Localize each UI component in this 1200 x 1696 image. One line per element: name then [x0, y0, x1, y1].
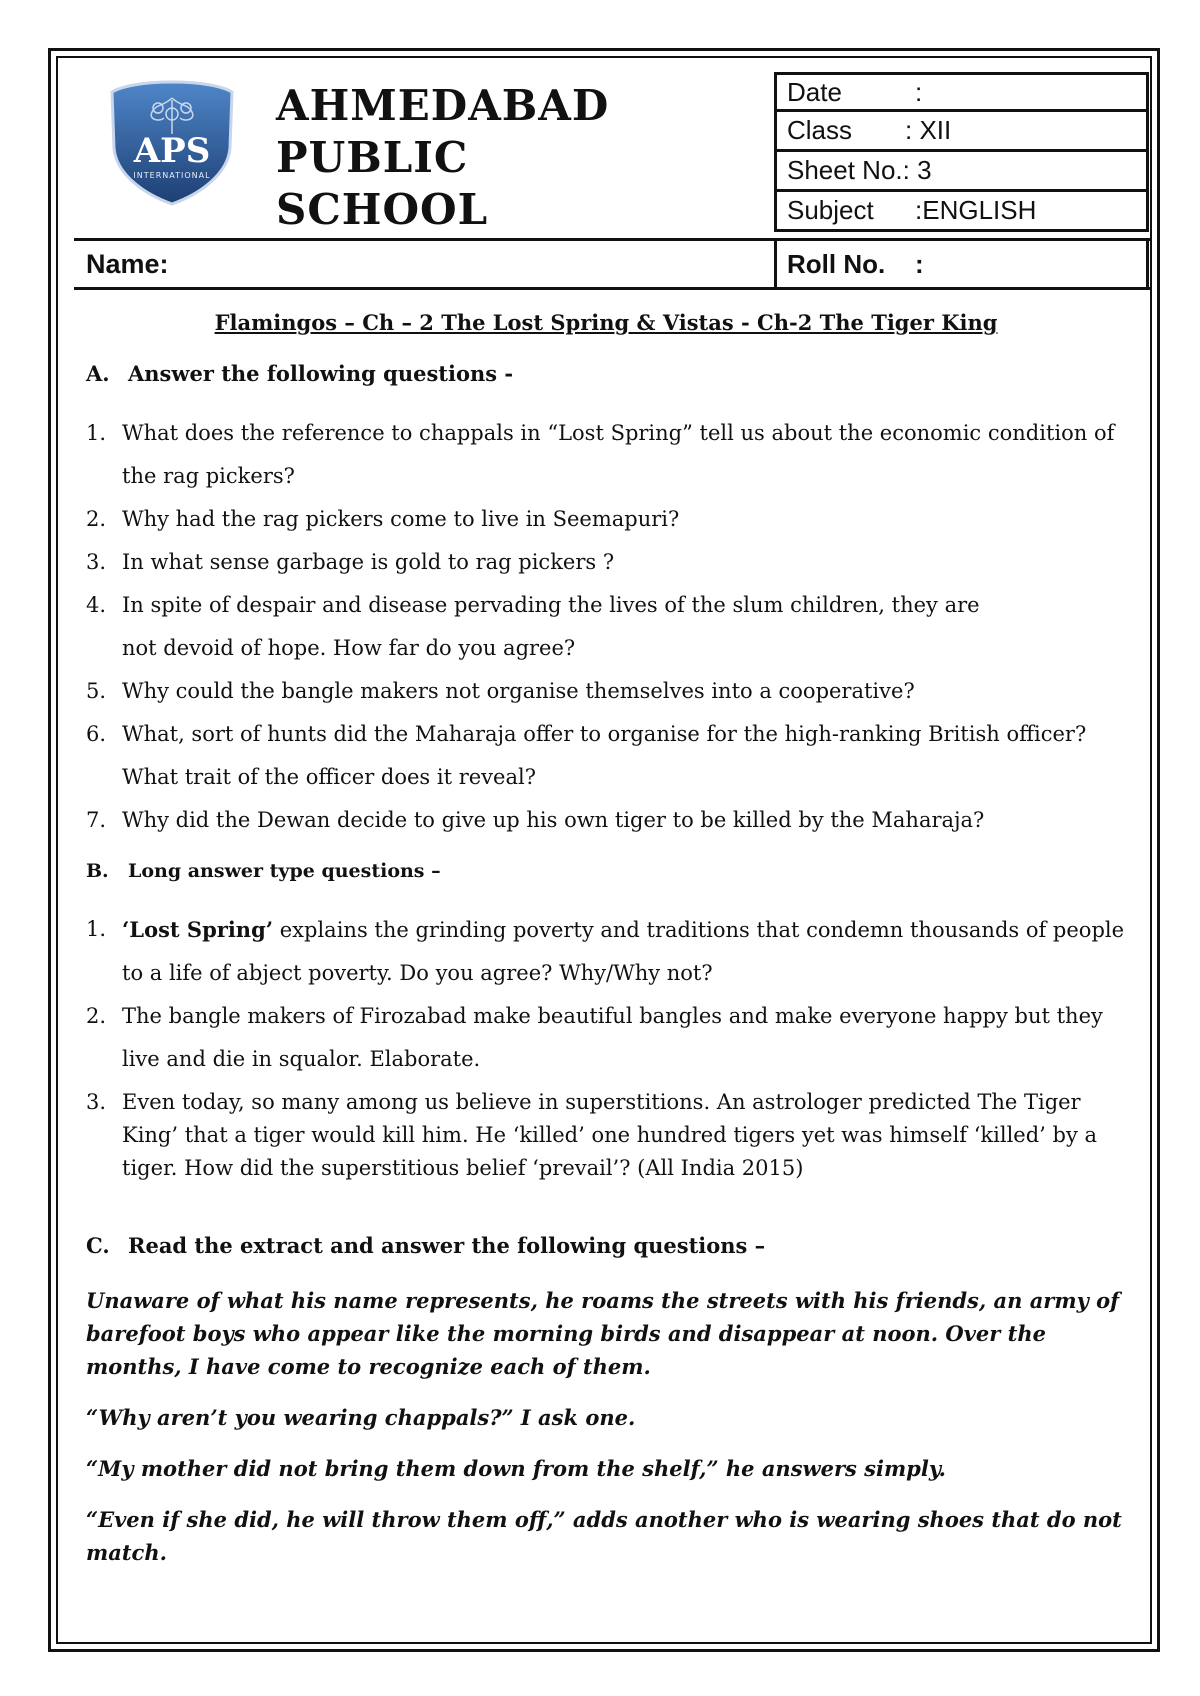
question-item: [86, 670, 1126, 713]
extract-paragraph: Unaware of what his name represents, he roams the streets with his friends, an army of barefoot boys who appear like the morning birds and disappear at noon. Over the months, I have come to recognize each of them.: [86, 1288, 1120, 1379]
class-row: [774, 112, 1149, 152]
section-c-title: Read the extract and answer the following questions –: [128, 1233, 766, 1258]
question-item: [86, 541, 1126, 584]
sheet-label: Sheet No.: [787, 155, 903, 185]
section-a-questions: [86, 412, 1126, 842]
school-name-line3: SCHOOL: [276, 185, 489, 234]
section-b-questions: [86, 908, 1126, 1185]
roll-label: Roll No.: [787, 248, 886, 279]
school-logo: [104, 78, 240, 208]
extract-paragraph: “My mother did not bring them down from the shelf,” he answers simply.: [86, 1456, 946, 1481]
roll-value: :: [915, 248, 924, 279]
question-text: The bangle makers of Firozabad make beautiful bangles and make everyone happy but they live and die in squalor. Elaborate.: [122, 1004, 1103, 1071]
worksheet-content: [86, 310, 1126, 1587]
question-emphasis: ‘Lost Spring’: [122, 917, 274, 942]
question-text: What does the reference to chappals in “Lost Spring” tell us about the economic condition of the rag pickers?: [122, 421, 1115, 488]
question-number: 1.: [86, 917, 107, 941]
section-b-heading: [86, 860, 1126, 882]
question-text-rest: explains the grinding poverty and traditions that condemn thousands of people to a life of abject poverty. Do you agree? Why/Why not?: [122, 918, 1125, 985]
class-value: : XII: [905, 115, 952, 145]
question-item: [86, 412, 1126, 498]
date-label: Date: [787, 76, 842, 107]
date-value: :: [915, 76, 923, 107]
sheet-value: : 3: [902, 155, 932, 185]
subject-label: Subject: [787, 195, 874, 225]
question-number: 6.: [86, 722, 107, 746]
extract-paragraph: “Even if she did, he will throw them off,” adds another who is wearing shoes that do not match.: [86, 1507, 1122, 1565]
extract-paragraph: “Why aren’t you wearing chappals?” I ask one.: [86, 1405, 636, 1430]
question-number: 3.: [86, 550, 107, 574]
question-number: 2.: [86, 1004, 107, 1028]
section-c-heading: [86, 1233, 1126, 1258]
question-text: Why did the Dewan decide to give up his own tiger to be killed by the Maharaja?: [122, 808, 985, 832]
section-a-title: Answer the following questions -: [128, 361, 514, 386]
name-field[interactable]: [74, 241, 774, 287]
question-number: 7.: [86, 808, 107, 832]
class-label: Class: [787, 115, 853, 145]
section-a-letter: A.: [86, 361, 110, 386]
question-item: [86, 995, 1126, 1081]
question-item: [86, 799, 1126, 842]
logo-text: APS: [133, 131, 211, 171]
name-bar: [74, 238, 1152, 290]
question-item: [86, 584, 1126, 670]
question-item: [86, 908, 1126, 995]
question-item: [86, 713, 1126, 799]
info-table: [774, 72, 1149, 232]
school-name: [276, 80, 609, 236]
school-name-line1: AHMEDABAD: [276, 81, 610, 130]
name-label: Name:: [86, 248, 169, 279]
question-text: What, sort of hunts did the Maharaja offer to organise for the high-ranking British officer? What trait of the officer does it reveal?: [122, 722, 1087, 789]
extract-passage: [86, 1284, 1126, 1569]
question-item: [86, 498, 1126, 541]
question-text: In what sense garbage is gold to rag pickers ?: [122, 550, 615, 574]
section-c-letter: C.: [86, 1233, 110, 1258]
subject-row: [774, 192, 1149, 232]
question-number: 1.: [86, 421, 107, 445]
worksheet-title: Flamingos – Ch – 2 The Lost Spring & Vistas - Ch-2 The Tiger King: [214, 310, 998, 335]
question-text: [122, 908, 1126, 995]
question-number: 3.: [86, 1090, 107, 1114]
section-a-heading: [86, 361, 1126, 386]
date-row: [774, 72, 1149, 112]
school-name-line2: PUBLIC: [276, 133, 469, 182]
question-number: 5.: [86, 679, 107, 703]
section-b-title: Long answer type questions –: [128, 860, 441, 882]
question-text: Even today, so many among us believe in superstitions. An astrologer predicted The Tiger King’ that a tiger would kill him. He ‘killed’ one hundred tigers yet was himself ‘killed’ by a tiger. How did the superstitious belief ‘prevail’? (All India 2015): [122, 1090, 1098, 1180]
question-number: 2.: [86, 507, 107, 531]
question-item: [86, 1081, 1126, 1185]
question-text: Why could the bangle makers not organise themselves into a cooperative?: [122, 679, 915, 703]
question-text: Why had the rag pickers come to live in Seemapuri?: [122, 507, 680, 531]
subject-value: :ENGLISH: [915, 195, 1037, 225]
logo-subtext: INTERNATIONAL: [133, 171, 211, 180]
sheet-row: [774, 152, 1149, 192]
roll-no-field[interactable]: [774, 241, 1149, 287]
question-number: 4.: [86, 593, 107, 617]
question-text: In spite of despair and disease pervading the lives of the slum children, they are not devoid of hope. How far do you agree?: [122, 593, 980, 660]
section-b-letter: B.: [86, 860, 109, 882]
